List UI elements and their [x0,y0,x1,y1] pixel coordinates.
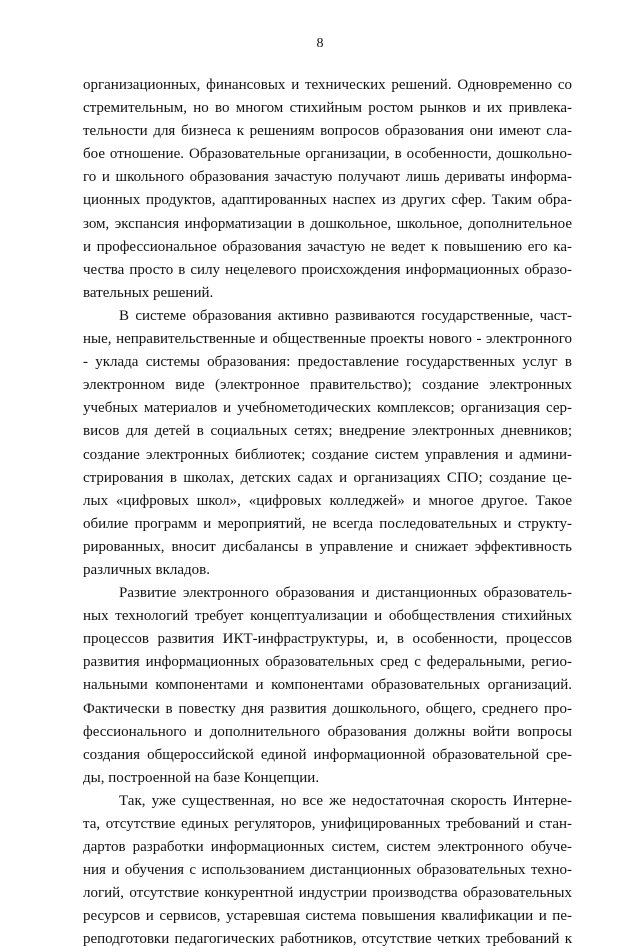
text-line: создание электронных библиотек; создание систем управления и админи- [83,446,572,463]
text-line: ния и обучения с использованием дистанционных образовательных техно- [83,862,572,879]
text-line: висов для детей в социальных сетях; внедрение электронных дневников; [83,423,572,440]
text-line: лых «цифровых школ», «цифровых колледжей» и многое другое. Такое [83,492,572,509]
text-line: ды, построенной на базе Концепции. [83,769,320,786]
body-text [83,74,572,952]
text-line: зом, экспансия информатизации в дошкольное, школьное, дополнительное [83,215,572,232]
text-line: учебных материалов и учебнометодических комплексов; организация сер- [83,400,572,417]
text-line: ционных продуктов, адаптированных наспех из других сфер. Таким обра- [83,192,572,209]
text-line: ные, неправительственные и общественные проекты нового - электронного [83,331,572,348]
text-line: вательных решений. [83,284,214,301]
text-line: - уклада системы образования: предоставление государственных услуг в [83,354,572,371]
paragraph [83,305,572,582]
text-line: тельности для бизнеса к решениям вопросов образования они имеют сла- [83,123,572,140]
text-line: Фактически в повестку дня развития дошкольного, общего, среднего про- [83,700,572,717]
page-number: 8 [316,36,324,51]
text-line: В системе образования активно развиваются государственные, част- [119,307,572,324]
paragraph [83,582,572,790]
text-line: создания общероссийской единой информационной образовательной сре- [83,746,572,763]
paragraph [83,790,572,952]
text-line: фессионального и дополнительного образования должны войти вопросы [83,723,572,740]
text-line: нальными компонентами и компонентами образовательных организаций. [83,677,572,694]
text-line: бое отношение. Образовательные организации, в особенности, дошкольно- [83,146,572,163]
text-line: процессов развития ИКТ-инфраструктуры, и, в особенности, процессов [83,631,572,648]
text-line: стремительным, но во многом стихийным ростом рынков и их привлека- [83,100,572,117]
text-line: Развитие электронного образования и дистанционных образователь- [119,585,572,602]
text-line: чества просто в силу нецелевого происхождения информационных образо- [83,261,572,278]
text-line: ресурсов и сервисов, устаревшая система повышения квалификации и пе- [83,908,572,925]
text-line: Так, уже существенная, но все же недостаточная скорость Интерне- [119,792,572,809]
paragraph [83,74,572,305]
text-line: развития информационных образовательных сред с федеральными, регио- [83,654,572,671]
text-line: электронном виде (электронное правительство); создание электронных [83,377,572,394]
text-line: логий, отсутствие конкурентной индустрии производства образовательных [83,885,572,902]
text-line: организационных, финансовых и технических решений. Одновременно со [83,77,572,93]
text-line: обилие программ и мероприятий, не всегда последовательных и структу- [83,515,572,532]
text-line: различных вкладов. [83,561,210,578]
text-line: реподготовки педагогических работников, отсутствие четких требований к [83,931,572,948]
text-line: ных технологий требует концептуализации и обобществления стихийных [83,608,572,625]
text-line: и профессиональное образования зачастую не ведет к повышению его ка- [83,238,572,255]
text-line: дартов разработки информационных систем, систем электронного обуче- [83,839,572,856]
text-line: рированных, вносит дисбалансы в управление и снижает эффективность [83,538,572,555]
text-line: та, отсутствие единых регуляторов, унифицированных требований и стан- [83,816,572,832]
text-line: стрирования в школах, детских садах и организациях СПО; создание це- [83,469,572,486]
text-line: го и школьного образования зачастую получают лишь дериваты информа- [83,169,572,186]
